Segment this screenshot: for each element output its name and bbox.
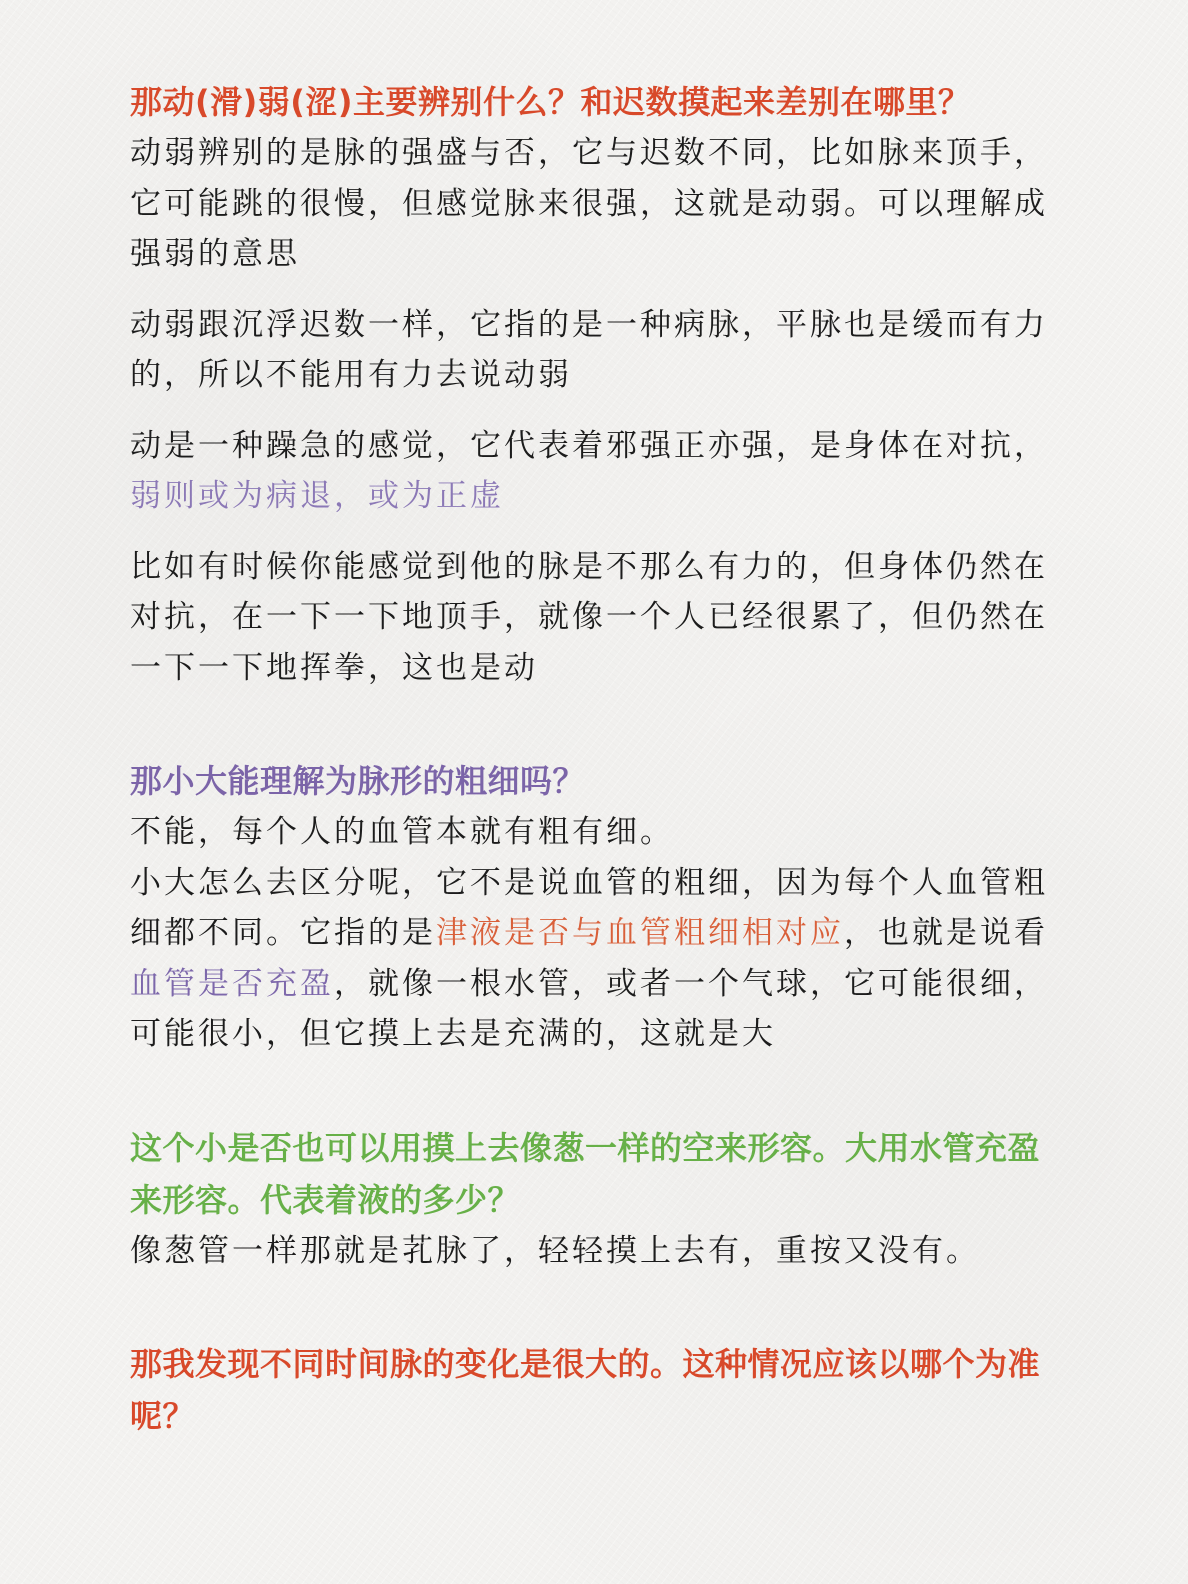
paragraph: 不能，每个人的血管本就有粗有细。 (130, 814, 674, 850)
section-time-change (130, 1338, 1060, 1442)
paragraph-text: 动是一种躁急的感觉，它代表着邪强正亦强，是身体在对抗， (130, 427, 1048, 464)
paragraph: 动弱跟沉浮迟数一样，它指的是一种病脉，平脉也是缓而有力的，所以不能用有力去说动弱 (130, 306, 1048, 393)
paragraph: 像葱管一样那就是芤脉了，轻轻摸上去有，重按又没有。 (130, 1232, 980, 1269)
highlighted-text: 津液是否与血管粗细相对应 (436, 915, 844, 951)
paragraph (130, 421, 1060, 522)
section-dong-ruo (130, 76, 1060, 693)
section-xiao-da (130, 755, 1060, 1060)
section-heading: 那小大能理解为脉形的粗细吗？ (130, 762, 586, 800)
paragraph: 动弱辨别的是脉的强盛与否，它与迟数不同，比如脉来顶手，它可能跳的很慢，但感觉脉来很强，这就是动弱。可以理解成强弱的意思 (130, 135, 1048, 272)
paragraph-text: ，也就是说看 (844, 915, 1048, 951)
paragraph (130, 858, 1060, 1060)
section-heading: 那我发现不同时间脉的变化是很大的。这种情况应该以哪个为准呢？ (130, 1345, 1041, 1435)
paragraph: 比如有时候你能感觉到他的脉是不那么有力的，但身体仍然在对抗，在一下一下地顶手，就像一个人已经很累了，但仍然在一下一下地挥拳，这也是动 (130, 548, 1048, 686)
highlighted-text: 血管是否充盈 (130, 965, 334, 1002)
paragraph-text: 小大怎么去区分呢，它不是说血管的粗细，因为每个人血管粗细都不同。它指的是 (130, 864, 1048, 951)
section-kou-mai (130, 1122, 1060, 1277)
section-heading: 那动(滑)弱(涩)主要辨别什么？和迟数摸起来差别在哪里？ (130, 83, 971, 121)
paragraph-text: ，就像一根水管，或者一个气球，它可能很细，可能很小，但它摸上去是充满的，这就是大 (130, 965, 1048, 1052)
section-heading: 这个小是否也可以用摸上去像葱一样的空来形容。大用水管充盈来形容。代表着液的多少？ (130, 1128, 1041, 1219)
highlighted-text: 弱则或为病退，或为正虚 (130, 478, 504, 514)
